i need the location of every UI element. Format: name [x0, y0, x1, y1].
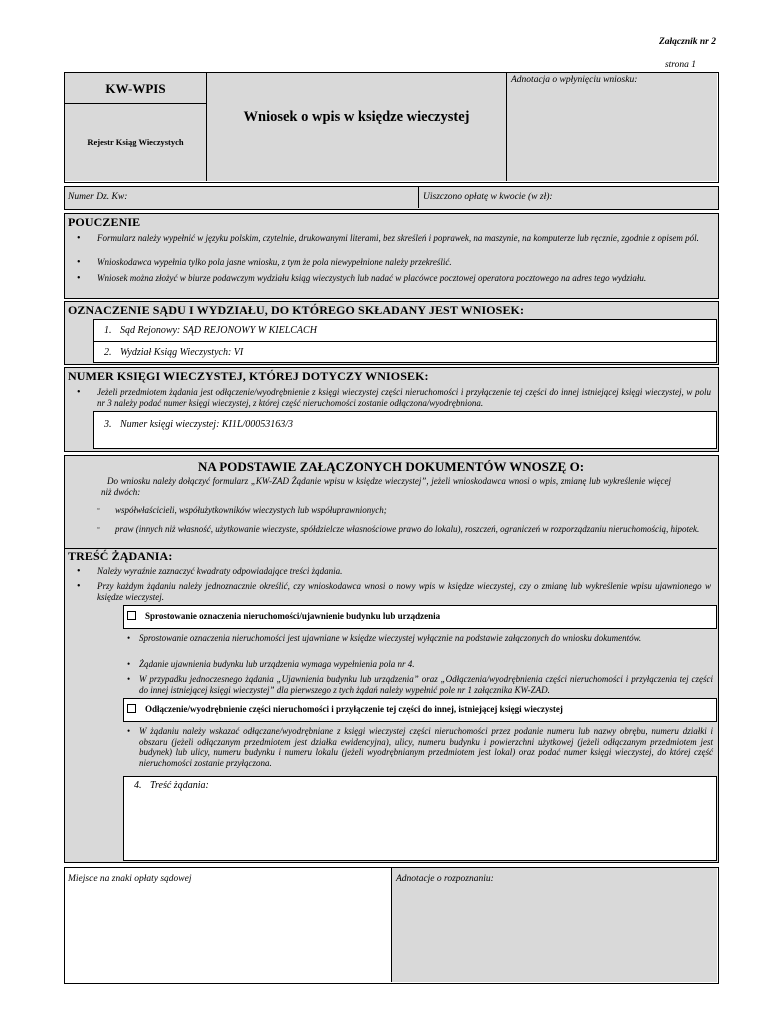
- option1-note: Sprostowanie oznaczenia nieruchomości jest ujawniane w księdze wieczystej wyłącznie na podstawie załączonych do wniosku dokumentów.: [139, 633, 642, 643]
- registry-label: Rejestr Ksiąg Wieczystych: [87, 137, 184, 147]
- field-number: 2.: [104, 347, 112, 358]
- title-cell: [207, 73, 507, 181]
- case-fee-section: [64, 186, 719, 210]
- court-field[interactable]: [93, 319, 717, 342]
- option1-bullet: •: [127, 633, 131, 643]
- docs-heading: NA PODSTAWIE ZAŁĄCZONYCH DOKUMENTÓW WNOSZĘ O:: [197, 459, 585, 474]
- request-content-label: Treść żądania:: [150, 780, 209, 791]
- top-section: [64, 72, 719, 183]
- option1-bullet: •: [127, 659, 131, 669]
- code-cell: [65, 73, 207, 104]
- pouczenie-item: Wniosek można złożyć w biurze podawczym wydziału ksiąg wieczystych lub nadać w placówce pocztowej operatora pocztowego na adres tego wydziału.: [97, 273, 647, 283]
- kw-section: [64, 367, 719, 452]
- pouczenie-section: [64, 213, 719, 299]
- kw-number-field[interactable]: [93, 411, 717, 449]
- tresc-bullet: •: [77, 581, 81, 592]
- docs-bullet: ▫: [97, 505, 100, 513]
- pouczenie-item: Formularz należy wypełnić w języku polskim, czytelnie, drukowanymi literami, bez skreśleń i poprawek, na maszynie, na komputerze lub ręcznie, zgodnie z opisem pól.: [97, 233, 699, 243]
- kw-note-bullet: •: [77, 387, 81, 398]
- option1-checkbox-row[interactable]: [123, 605, 717, 629]
- pouczenie-bullet: •: [77, 233, 81, 244]
- request-section: [64, 455, 719, 863]
- option2-label: Odłączenie/wyodrębnienie części nieruchomości i przyłączenie tej części do innej, istniejącej księgi wieczystej: [145, 704, 563, 714]
- kw-number: Numer księgi wieczystej: KI1L/00053163/3: [120, 419, 294, 430]
- fee-label: Uiszczono opłatę w kwocie (w zł):: [423, 192, 553, 202]
- case-number-field[interactable]: [65, 187, 419, 208]
- court-section: [64, 301, 719, 365]
- pouczenie-bullet: •: [77, 257, 81, 268]
- fee-stamp-label: Miejsce na znaki opłaty sądowej: [68, 874, 192, 884]
- kw-note: Jeżeli przedmiotem żądania jest odłączenie/wyodrębnienie z księgi wieczystej części nieruchomości i przyłączenie tej części do innej istniejącej księgi wieczystej, w polu nr 3 należy podać numer księgi wieczystej, z której część nieruchomości zostanie odłączona/wyodrębniona.: [97, 387, 711, 408]
- field-number: 4.: [134, 780, 142, 791]
- recognition-annotation-area: [392, 868, 717, 982]
- pouczenie-heading: POUCZENIE: [68, 215, 141, 229]
- pouczenie-bullet: •: [77, 273, 81, 284]
- form-title: Wniosek o wpis w księdze wieczystej: [243, 109, 470, 125]
- kw-heading: NUMER KSIĘGI WIECZYSTEJ, KTÓREJ DOTYCZY WNIOSEK:: [68, 369, 429, 383]
- fee-stamp-area[interactable]: [65, 868, 392, 982]
- recognition-annotation-label: Adnotacje o rozpoznaniu:: [396, 874, 494, 884]
- field-number: 3.: [104, 419, 112, 430]
- annotation-cell: [507, 73, 717, 181]
- checkbox-icon[interactable]: [127, 704, 136, 713]
- option1-note: W przypadku jednoczesnego żądania „Ujawnienia budynku lub urządzenia” oraz „Odłączenia/wyodrębnienia części nieruchomości i przyłączenia tej części do innej istniejącej księgi wieczystej” dla pierwszego z tych żądań należy wypełnić pole nr 1 załącznika KW-ZAD.: [139, 674, 713, 695]
- option1-bullet: •: [127, 674, 131, 684]
- bottom-section: [64, 867, 719, 984]
- tresc-bullet: •: [77, 566, 81, 577]
- docs-item: praw (innych niż własność, użytkowanie wieczyste, spółdzielcze własnościowe prawo do lokalu), roszczeń, ograniczeń w rozporządzaniu nieruchomością, hipotek.: [115, 524, 700, 534]
- option2-note: W żądaniu należy wskazać odłączane/wyodrębniane z księgi wieczystej części nieruchomości przez podanie numeru lub nazwy obrębu, numeru działki i obszaru (jeżeli odłączanym przedmiotem jest działka ewidencyjna), ulicy, numeru budynku i powierzchni użytkowej (jeżeli odłączanym przedmiotem jest budynek) lub ulicy, numeru budynku i numeru lokalu (jeżeli wyodrębnianym przedmiotem jest lokal) oraz podać numer księgi wieczystej, do której część nieruchomości zostanie przyłączona.: [139, 726, 713, 768]
- tresc-heading: TREŚĆ ŻĄDANIA:: [68, 549, 173, 563]
- division-name: Wydział Ksiąg Wieczystych: VI: [120, 347, 244, 358]
- checkbox-icon[interactable]: [127, 611, 136, 620]
- docs-intro: Do wniosku należy dołączyć formularz „KW-ZAD Żądanie wpisu w księdze wieczystej”, jeżeli wnioskodawca wnosi o wpis, zmianę lub wykreślenie więcej niż dwóch:: [101, 476, 671, 497]
- registry-cell: [65, 104, 207, 181]
- form-code: KW-WPIS: [105, 81, 166, 96]
- option1-label: Sprostowanie oznaczenia nieruchomości/ujawnienie budynku lub urządzenia: [145, 611, 441, 621]
- pouczenie-item: Wnioskodawca wypełnia tylko pola jasne wniosku, z tym że pola niewypełnione należy przekreślić.: [97, 257, 452, 267]
- attachment-label: Załącznik nr 2: [658, 37, 716, 47]
- fee-field[interactable]: [419, 187, 717, 208]
- field-number: 1.: [104, 325, 112, 336]
- option1-note: Żądanie ujawnienia budynku lub urządzenia wymaga wypełnienia pola nr 4.: [139, 659, 415, 669]
- court-name: Sąd Rejonowy: SĄD REJONOWY W KIELCACH: [120, 325, 317, 336]
- annotation-label: Adnotacja o wpłynięciu wniosku:: [511, 75, 638, 85]
- court-heading: OZNACZENIE SĄDU I WYDZIAŁU, DO KTÓREGO SKŁADANY JEST WNIOSEK:: [68, 303, 525, 317]
- page-number: strona 1: [664, 60, 696, 70]
- case-number-label: Numer Dz. Kw:: [68, 192, 128, 202]
- request-content-field[interactable]: [123, 776, 717, 861]
- division-field[interactable]: [93, 342, 717, 363]
- docs-item: współwłaścicieli, współużytkowników wieczystych lub współuprawnionych;: [115, 505, 387, 515]
- option2-bullet: •: [127, 726, 131, 736]
- tresc-note: Należy wyraźnie zaznaczyć kwadraty odpowiadające treści żądania.: [97, 566, 343, 576]
- tresc-note: Przy każdym żądaniu należy jednoznacznie określić, czy wnioskodawca wnosi o nowy wpis w księdze wieczystej, czy o zmianę lub wykreślenie wpisu ujawnionego w księdze wieczystej.: [97, 581, 711, 602]
- docs-bullet: ▫: [97, 524, 100, 532]
- option2-checkbox-row[interactable]: [123, 698, 717, 722]
